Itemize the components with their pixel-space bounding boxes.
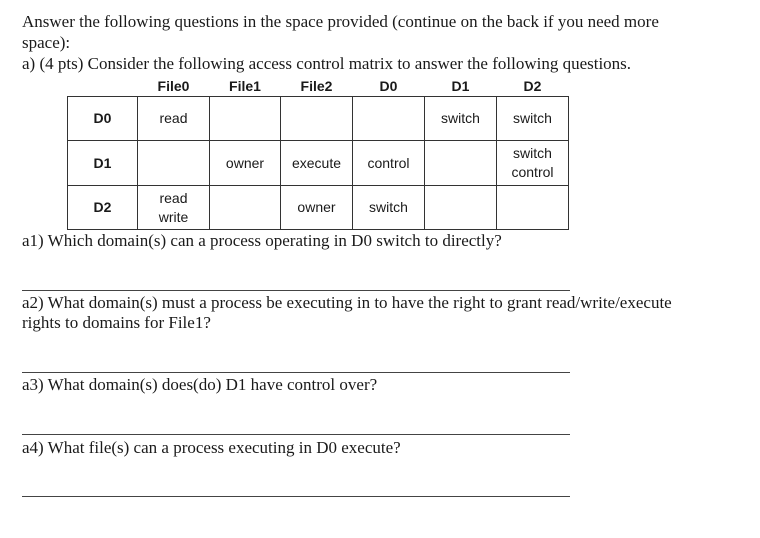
column-header-d1: D1 [425,75,497,97]
matrix-cell [425,141,497,186]
row-header-d1: D1 [68,141,138,186]
column-header-file0: File0 [138,75,210,97]
matrix-cell [210,97,281,141]
question-a3: a3) What domain(s) does(do) D1 have control over? [22,375,378,394]
matrix-cell [425,186,497,230]
row-header-d0: D0 [68,97,138,141]
matrix-cell [353,97,425,141]
matrix-cell [138,141,210,186]
question-a4: a4) What file(s) can a process executing in D0 execute? [22,438,401,457]
matrix-cell: control [353,141,425,186]
access-control-matrix [67,75,569,230]
matrix-cell: switch [353,186,425,230]
matrix-cell: switch control [497,141,569,186]
matrix-row-d2 [68,186,569,230]
intro-line-1: Answer the following questions in the space provided (continue on the back if you need more [22,12,659,31]
column-header-file2: File2 [281,75,353,97]
question-a1: a1) Which domain(s) can a process operating in D0 switch to directly? [22,231,502,250]
matrix-cell [497,186,569,230]
column-header-d0: D0 [353,75,425,97]
question-a2-line-1: a2) What domain(s) must a process be executing in to have the right to grant read/write/execute [22,293,672,312]
matrix-cell: owner [210,141,281,186]
row-header-d2: D2 [68,186,138,230]
matrix-cell [210,186,281,230]
matrix-row-d1 [68,141,569,186]
matrix-cell: owner [281,186,353,230]
answer-line-a4[interactable] [22,496,570,497]
matrix-row-d0 [68,97,569,141]
matrix-cell: read [138,97,210,141]
question-a2-line-2: rights to domains for File1? [22,313,211,332]
answer-line-a1[interactable] [22,290,570,291]
matrix-cell [281,97,353,141]
answer-line-a2[interactable] [22,372,570,373]
answer-line-a3[interactable] [22,434,570,435]
column-header [68,75,138,97]
intro-line-2: space): [22,33,71,52]
column-header-d2: D2 [497,75,569,97]
matrix-cell: execute [281,141,353,186]
matrix-cell: read write [138,186,210,230]
matrix-cell: switch [425,97,497,141]
column-header-file1: File1 [210,75,281,97]
question-a-header: a) (4 pts) Consider the following access control matrix to answer the following questions. [22,54,632,73]
matrix-cell: switch [497,97,569,141]
